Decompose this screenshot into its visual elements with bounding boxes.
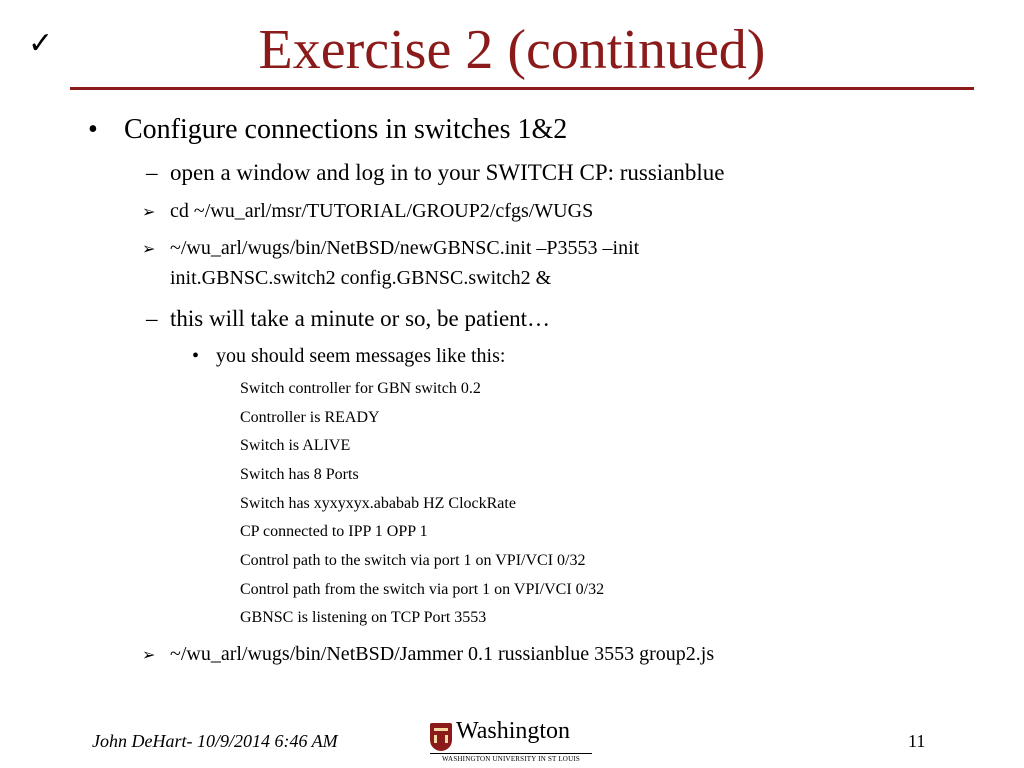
message-line: Control path to the switch via port 1 on VPI/VCI 0/32	[240, 552, 586, 569]
message-line: Switch is ALIVE	[240, 437, 351, 454]
bullet-configure-connections: Configure connections in switches 1&2	[124, 114, 568, 145]
bullet-cd-command: cd ~/wu_arl/msr/TUTORIAL/GROUP2/cfgs/WUGS	[170, 200, 594, 222]
message-line: Controller is READY	[240, 409, 380, 426]
message-line: Switch has xyxyxyx.ababab HZ ClockRate	[240, 495, 516, 512]
bullet-open-window: open a window and log in to your SWITCH CP: russianblue	[170, 160, 725, 185]
bullet-jammer-command: ~/wu_arl/wugs/bin/NetBSD/Jammer 0.1 russianblue 3553 group2.js	[170, 643, 715, 665]
bullet-newgbnsc-command-cont: init.GBNSC.switch2 config.GBNSC.switch2 &	[170, 267, 552, 289]
logo-subtitle: WASHINGTON UNIVERSITY IN ST LOUIS	[430, 753, 592, 763]
message-line: CP connected to IPP 1 OPP 1	[240, 523, 428, 540]
bullet-marker: •	[88, 114, 98, 145]
arrow-bullet-icon: ➢	[142, 239, 156, 258]
arrow-bullet-icon: ➢	[142, 202, 156, 221]
title-underline	[70, 87, 974, 90]
message-line: GBNSC is listening on TCP Port 3553	[240, 609, 487, 626]
check-mark-icon: ✓	[28, 26, 54, 61]
footer-author-date: John DeHart- 10/9/2014 6:46 AM	[92, 731, 338, 751]
page-number: 11	[908, 731, 926, 751]
dash-marker: –	[146, 306, 158, 331]
washington-logo	[430, 718, 592, 763]
message-line: Switch has 8 Ports	[240, 466, 359, 483]
slide-title: Exercise 2 (continued)	[258, 19, 766, 81]
message-line: Control path from the switch via port 1 on VPI/VCI 0/32	[240, 581, 605, 598]
message-line: Switch controller for GBN switch 0.2	[240, 380, 481, 397]
logo-wordmark: Washington	[456, 718, 571, 744]
bullet-newgbnsc-command: ~/wu_arl/wugs/bin/NetBSD/newGBNSC.init –P3553 –init	[170, 237, 640, 259]
bullet-marker: •	[192, 345, 200, 367]
shield-icon	[430, 723, 452, 751]
bullet-be-patient: this will take a minute or so, be patient…	[170, 306, 551, 331]
bullet-messages-intro: you should seem messages like this:	[216, 345, 506, 367]
dash-marker: –	[146, 160, 158, 185]
arrow-bullet-icon: ➢	[142, 645, 156, 664]
